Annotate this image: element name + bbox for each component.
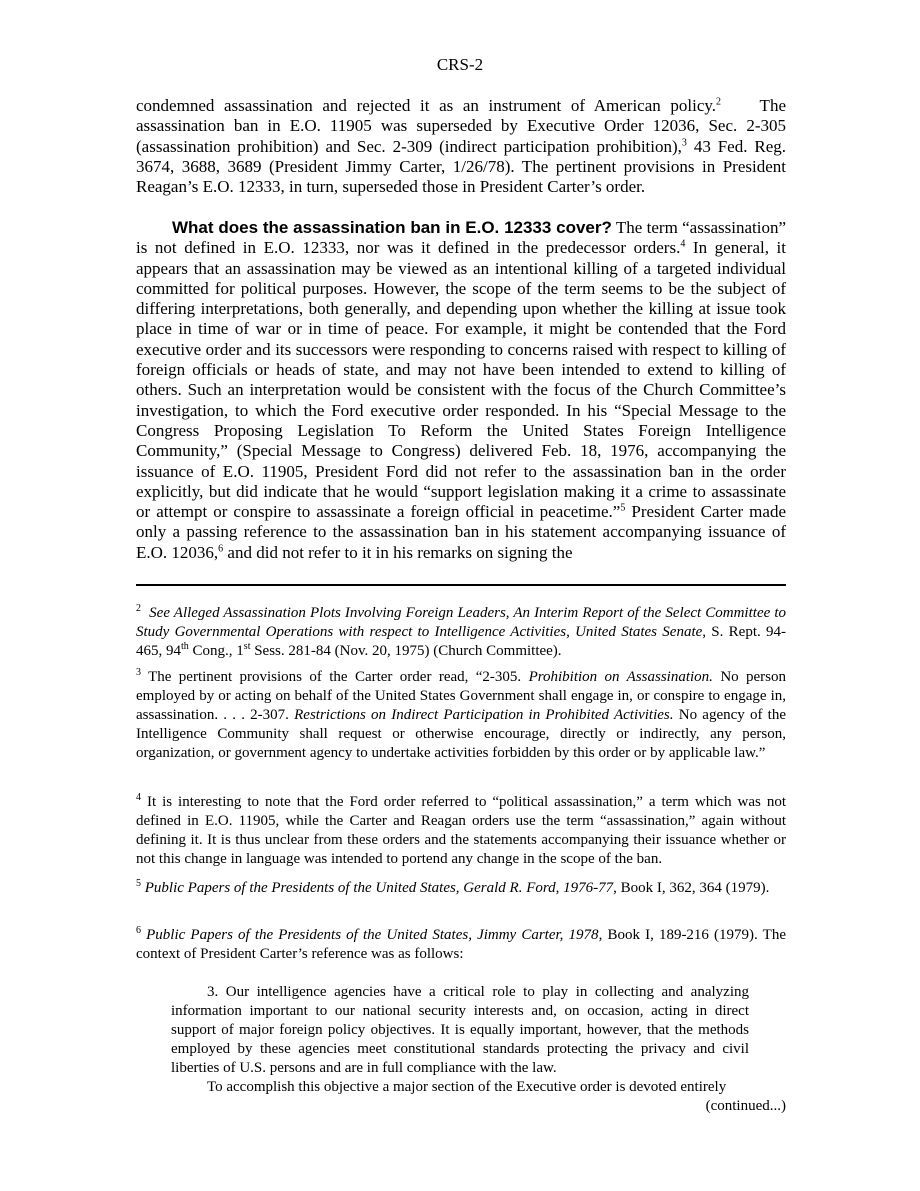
footnote-text: No person employed by or acting on behalf of the United States Government shall engage in, or conspire to engage in, assassination. . . . 2-307. — [136, 669, 787, 723]
footnote-italic-heading: Prohibition on Assassination. — [528, 669, 713, 685]
footnote-reference: 2 — [716, 96, 722, 108]
paragraph-text: The term “assassination” is not defined in E.O. 12333, nor was it defined in the predecessor orders. — [136, 218, 786, 258]
footnote-text: No agency of the Intelligence Community shall request or otherwise encourage, directly or indirectly, any person, organization, or government agency to undertake activities forbidden by this order or by applicable law.” — [136, 707, 786, 761]
footnote-text: , Book I, 189-216 (1979). The context of President Carter’s reference was as follows: — [136, 927, 786, 962]
footnote-reference: 6 — [218, 543, 224, 555]
page-header: CRS-2 — [436, 55, 484, 74]
footnote-reference: 4 — [680, 238, 686, 250]
block-quote-paragraph-2: To accomplish this objective a major section of the Executive order is devoted entirely — [207, 1079, 727, 1095]
footnote-5 — [136, 879, 786, 898]
paragraph-text: President Carter made only a passing reference to the assassination ban in his statement accompanying issuance of E.O. 12036, — [136, 502, 786, 562]
footnote-text: , Book I, 362, 364 (1979). — [613, 880, 770, 896]
ordinal-suffix: st — [243, 641, 251, 652]
paragraph-text: condemned assassination and rejected it as an instrument of American policy. — [136, 96, 717, 115]
footnote-number: 5 — [136, 878, 141, 889]
footnote-6 — [136, 926, 786, 964]
footnote-number: 3 — [136, 667, 141, 678]
paragraph-text: In general, it appears that an assassination may be viewed as an intentional killing of a targeted individual committed for political purposes. However, the scope of the term seems to be the subject of differing interpretations, both generally, and depending upon whether the killing at issue took place in time of war or in time of peace. For example, it might be contended that the Ford executive order and its successors were responding to concerns raised with respect to killing of foreign officials or heads of state, and may not have been intended to extend to killing of others. Such an interpretation would be consistent with the focus of the Church Committee’s investigation, to which the Ford executive order responded. In his “Special Message to the Congress Proposing Legislation To Reform the United States Foreign Intelligence Community,” (Special Message to Congress) delivered Feb. 18, 1976, accompanying the issuance of E.O. 11905, President Ford did not refer to the assassination ban in the order explicitly, but did indicate that he would “support legislation making it a crime to assassinate or attempt or conspire to assassinate a foreign official in peacetime.” — [136, 238, 786, 522]
footnote-citation-title: See Alleged Assassination Plots Involving Foreign Leaders, An Interim Report of the Select Committee to Study Governmental Operations with respect to Intelligence Activities, United States Senate — [136, 605, 786, 640]
section-question-heading: What does the assassination ban in E.O. 12333 cover? — [172, 218, 612, 237]
body-paragraph-1 — [136, 96, 786, 197]
body-paragraph-2 — [136, 218, 786, 563]
footnote-number: 6 — [136, 925, 141, 936]
paragraph-text: 43 Fed. Reg. 3674, 3688, 3689 (President Jimmy Carter, 1/26/78). The pertinent provisions in President Reagan’s E.O. 12333, in turn, superseded those in President Carter’s order. — [136, 136, 787, 197]
footnote-number: 4 — [136, 792, 141, 803]
block-quote-paragraph-1: 3. Our intelligence agencies have a critical role to play in collecting and analyzing information important to our national security interests and, on occasion, acting in direct support of major foreign policy objectives. It is equally important, however, that the methods employed by these agencies meet constitutional standards protecting the privacy and civil liberties of U.S. persons and are in full compliance with the law. — [171, 984, 749, 1076]
footnote-3 — [136, 668, 786, 763]
footnote-2 — [136, 604, 786, 661]
footnote-citation-title: Public Papers of the Presidents of the United States, Gerald R. Ford, 1976-77 — [141, 880, 614, 896]
footnote-citation-title: Public Papers of the Presidents of the United States, Jimmy Carter, 1978 — [141, 927, 599, 943]
footnote-reference: 5 — [620, 502, 626, 514]
footnote-text: Sess. 281-84 (Nov. 20, 1975) (Church Committee). — [250, 643, 562, 659]
footnote-divider — [136, 584, 786, 586]
footnote-number: 2 — [136, 603, 141, 614]
paragraph-text: The assassination ban in E.O. 11905 was superseded by Executive Order 12036, Sec. 2-305 (assassination prohibition) and Sec. 2-309 (indirect participation prohibition), — [136, 96, 786, 156]
footnote-text: , S. Rept. 94-465, 94 — [136, 624, 786, 659]
footnote-text: It is interesting to note that the Ford order referred to “political assassination,” a term which was not defined in E.O. 11905, while the Carter and Reagan orders use the term “assassination,” again without defining it. It is thus unclear from these orders and the statements accompanying their issuance whether or not this change in language was intended to portend any change in the scope of the ban. — [136, 794, 786, 867]
footnote-4 — [136, 793, 786, 869]
footnote-text: Cong., 1 — [188, 643, 244, 659]
footnote-text: The pertinent provisions of the Carter order read, “2-305. — [141, 669, 529, 685]
footnote-reference: 3 — [681, 136, 687, 148]
paragraph-text: and did not refer to it in his remarks on signing the — [223, 542, 573, 562]
ordinal-suffix: th — [181, 641, 189, 652]
footnote-italic-heading: Restrictions on Indirect Participation in Prohibited Activities. — [294, 707, 674, 723]
continued-marker: (continued...) — [705, 1098, 786, 1114]
